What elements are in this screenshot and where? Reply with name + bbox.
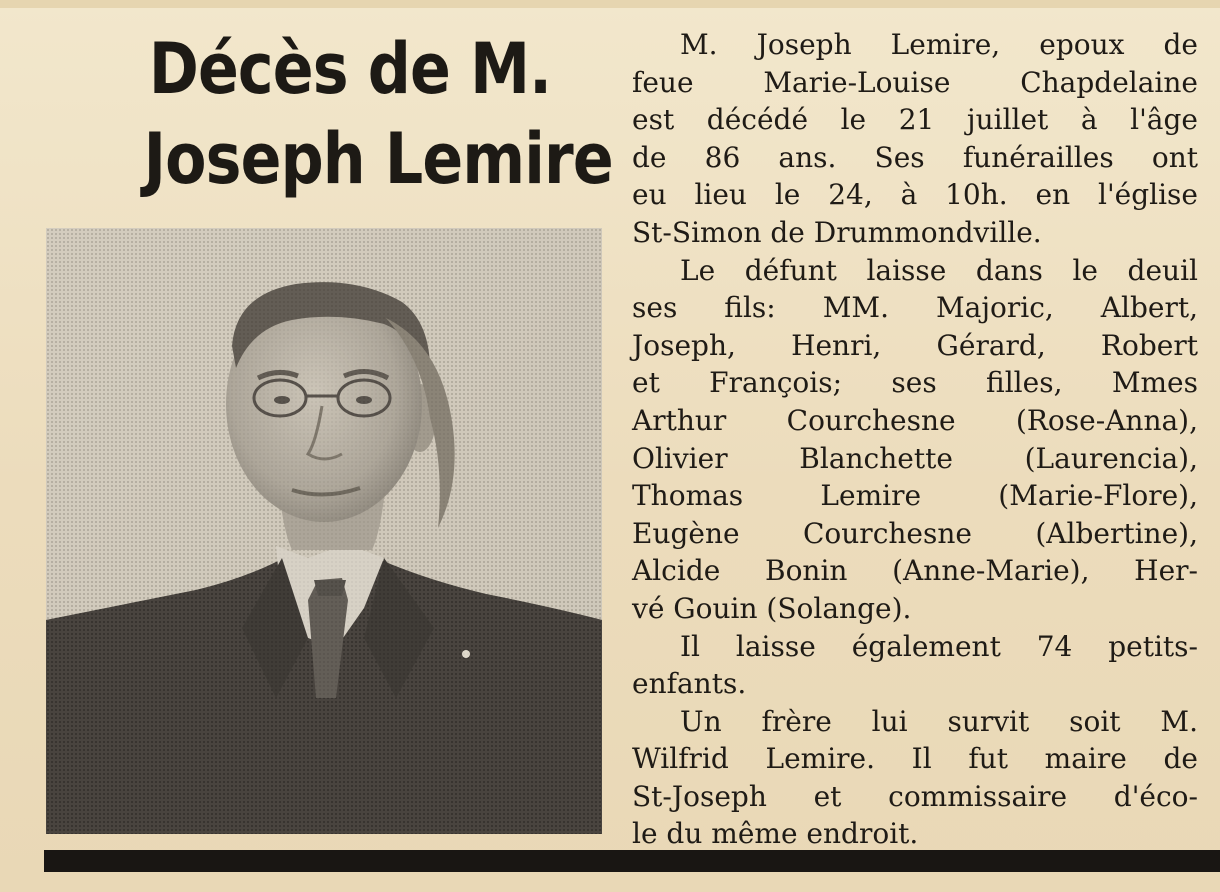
- text-line: Alcide Bonin (Anne-Marie), Her-: [632, 554, 1198, 588]
- text-line: St-Joseph et commissaire d'éco-: [632, 779, 1198, 813]
- text-line: vé Gouin (Solange).: [632, 591, 912, 625]
- text-line: eu lieu le 24, à 10h. en l'église: [632, 178, 1198, 212]
- headline-line-1: Décès de M.: [148, 28, 552, 110]
- text-line: M. Joseph Lemire, epoux de: [680, 28, 1198, 61]
- portrait-photo: [46, 228, 602, 834]
- text-line: le du même endroit.: [632, 817, 919, 851]
- headline-line-2: Joseph Lemire: [143, 118, 613, 200]
- text-line: St-Simon de Drummondville.: [632, 215, 1042, 249]
- obituary-headline: [143, 24, 613, 204]
- text-line: Thomas Lemire (Marie-Flore),: [632, 479, 1198, 513]
- text-line: est décédé le 21 juillet à l'âge: [632, 103, 1198, 137]
- text-line: Il laisse également 74 petits-: [680, 629, 1198, 663]
- text-line: Eugène Courchesne (Albertine),: [632, 516, 1198, 550]
- text-line: enfants.: [632, 667, 747, 701]
- text-line: Le défunt laisse dans le deuil: [680, 253, 1198, 287]
- clipping-top-edge: [0, 0, 1220, 8]
- column-rule: [44, 850, 1220, 872]
- text-line: ses fils: MM. Majoric, Albert,: [632, 291, 1198, 325]
- portrait-image: [46, 228, 602, 834]
- text-line: Wilfrid Lemire. Il fut maire de: [632, 742, 1198, 776]
- obituary-text: [632, 26, 1198, 853]
- text-line: de 86 ans. Ses funérailles ont: [632, 140, 1198, 174]
- text-line: Un frère lui survit soit M.: [680, 704, 1198, 738]
- text-line: et François; ses filles, Mmes: [632, 366, 1198, 400]
- text-line: feue Marie-Louise Chapdelaine: [632, 65, 1198, 99]
- text-line: Arthur Courchesne (Rose-Anna),: [632, 403, 1198, 437]
- text-line: Olivier Blanchette (Laurencia),: [632, 441, 1198, 475]
- text-line: Joseph, Henri, Gérard, Robert: [632, 328, 1198, 362]
